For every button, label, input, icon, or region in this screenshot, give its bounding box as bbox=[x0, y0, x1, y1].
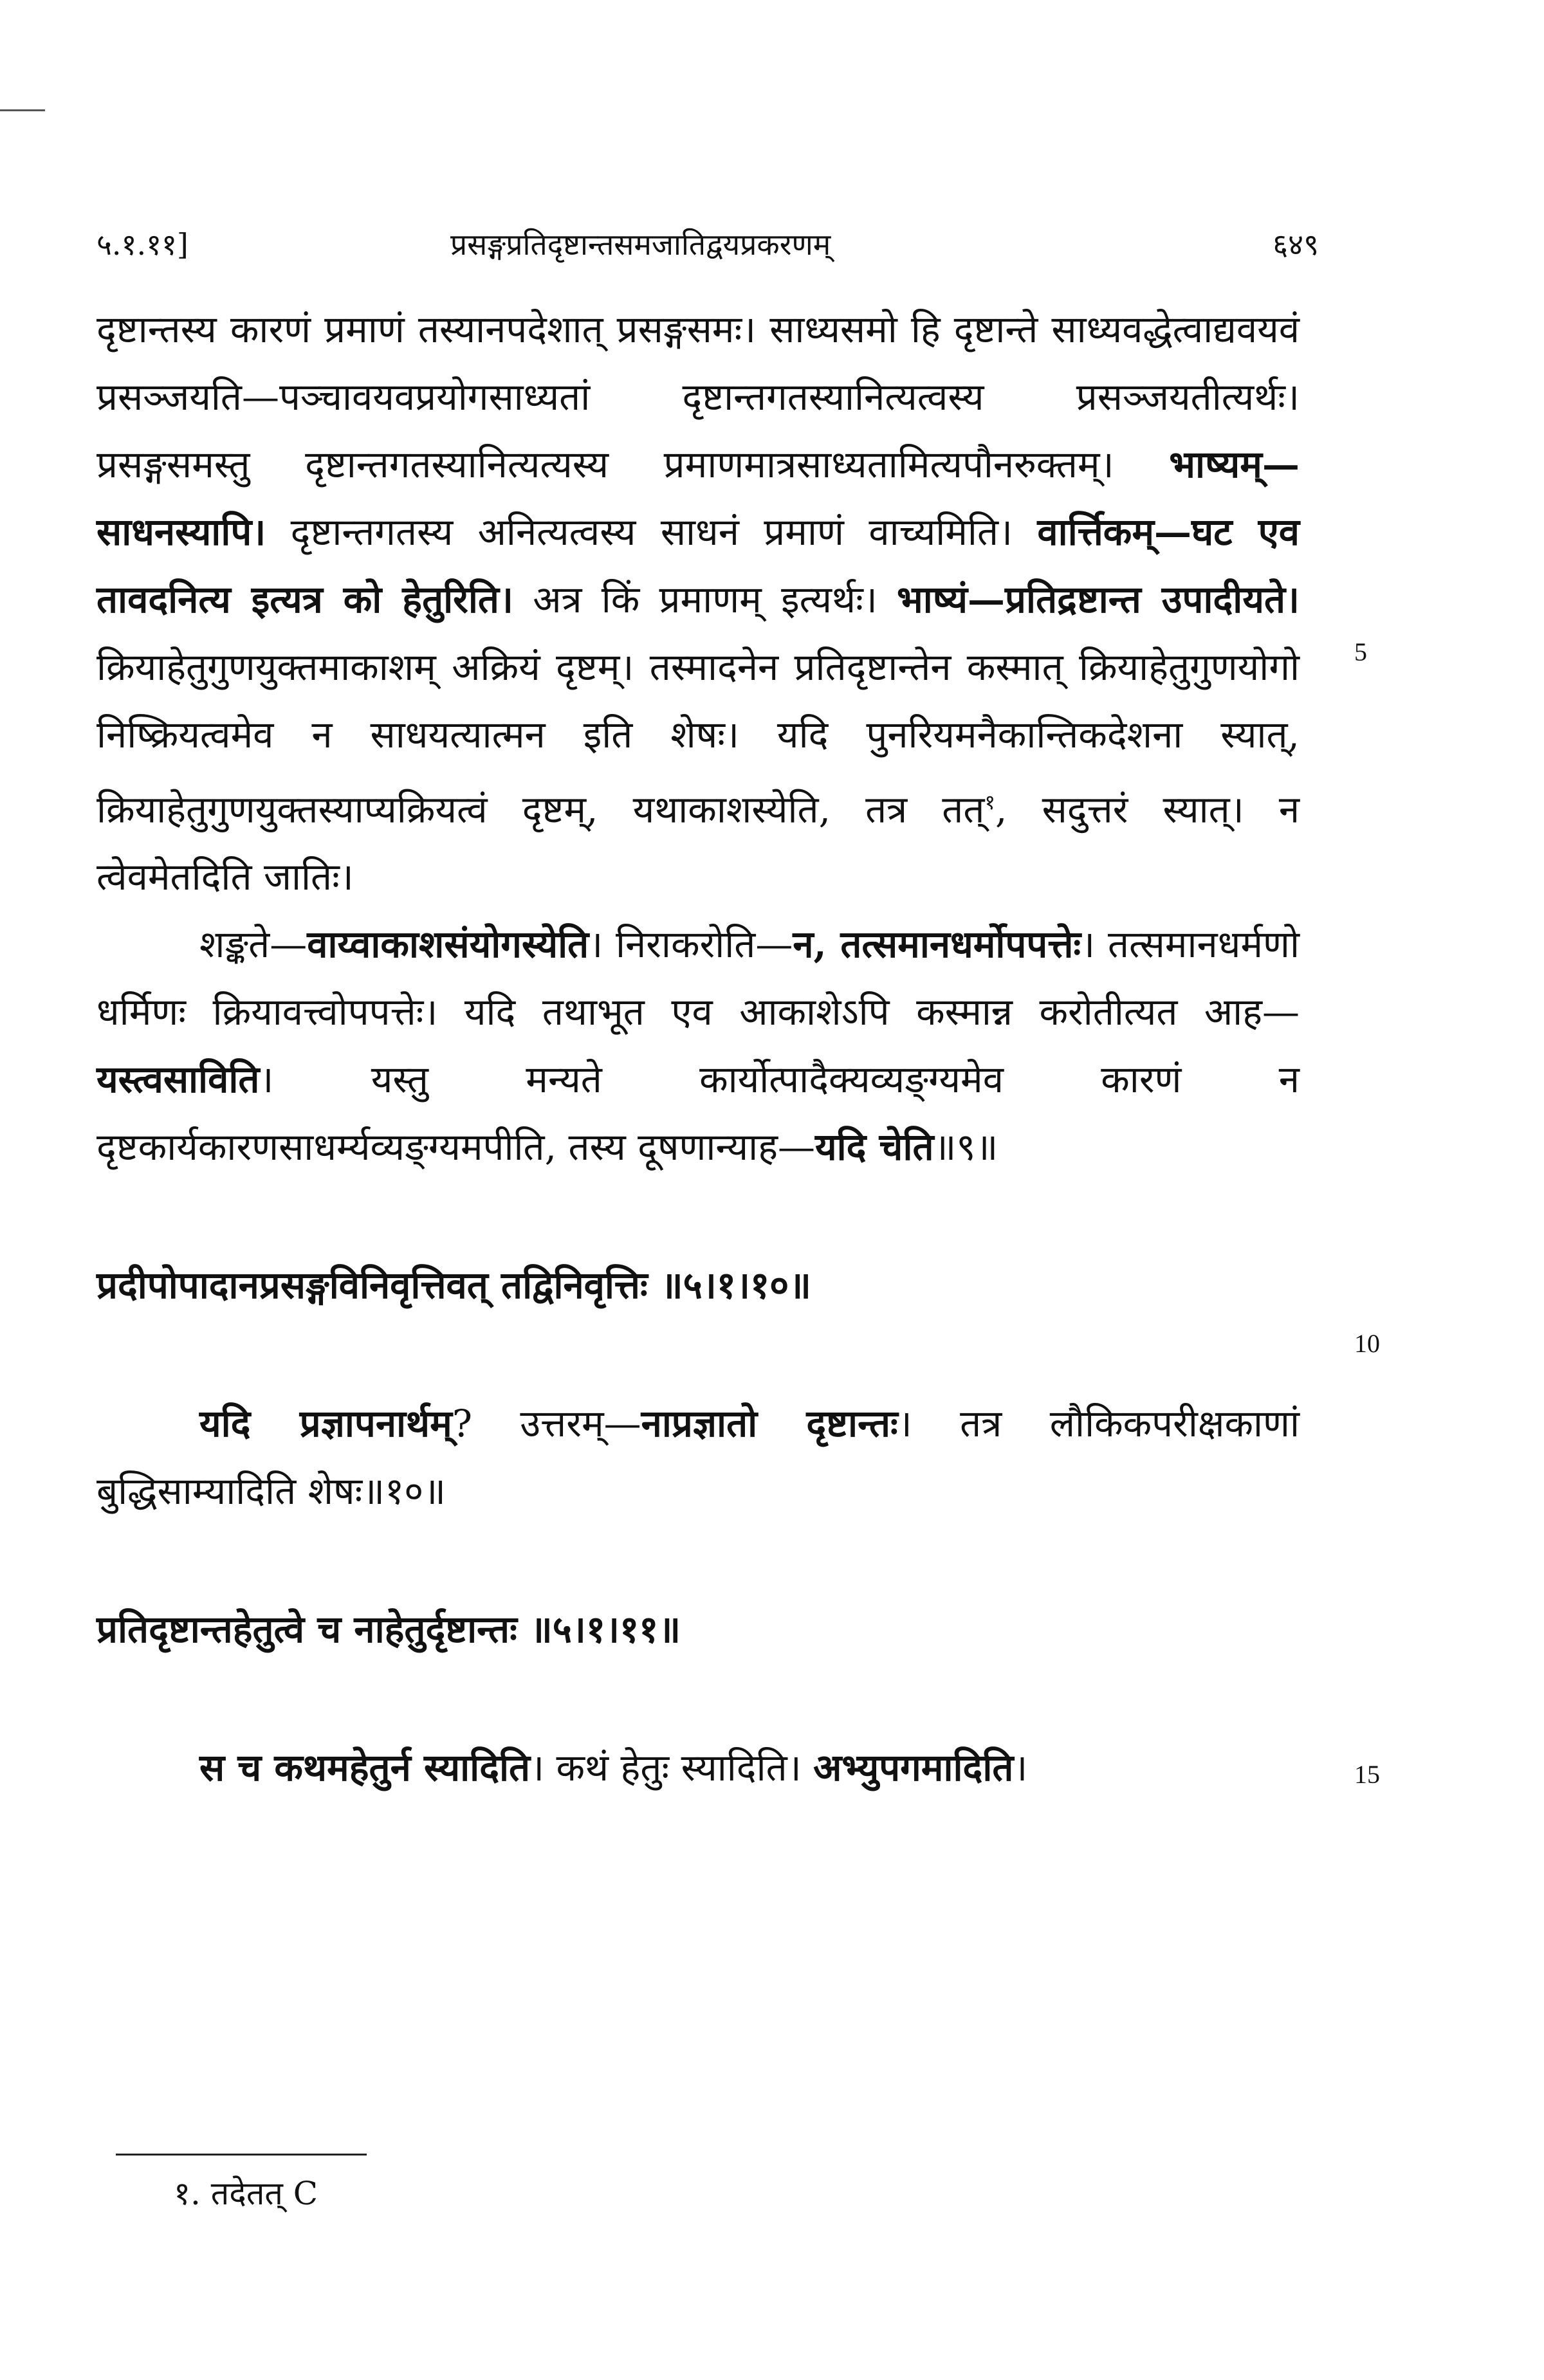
footnote-rule bbox=[116, 2154, 367, 2156]
sutra-5-1-11: प्रतिदृष्टान्तहेतुत्वे च नाहेतुर्दृष्टान्तः ॥५।१।११॥ bbox=[96, 1607, 681, 1652]
sutra-5-1-10: प्रदीपोपादानप्रसङ्गविनिवृत्तिवत् तद्विनिवृत्तिः ॥५।१।१०॥ bbox=[96, 1263, 812, 1308]
line-number-15: 15 bbox=[1354, 1760, 1380, 1789]
commentary-body bbox=[96, 296, 1300, 1802]
paragraph-4: स च कथमहेतुर्न स्यादिति। कथं हेतुः स्यादिति। अभ्युपगमादिति। bbox=[199, 1746, 1028, 1790]
paragraph-1: दृष्टान्तस्य कारणं प्रमाणं तस्यानपदेशात् प्रसङ्गसमः। साध्यसमो हि दृष्टान्ते साध्यवद्धेत्वाद्यवयवं प्रसञ्जयति—पञ्चावयवप्रयोगसाध्यतां दृष्टान्तगतस्यानित्यत्वस्य प्रसञ्जयतीत्यर्थः। प्रसङ्गसमस्तु दृष्टान्तगतस्यानित्यत्यस्य प्रमाणमात्रसाध्यतामित्यपौनरुक्तम्। भाष्यम्—साधनस्यापि। दृष्टान्तगतस्य अनित्यत्वस्य साधनं प्रमाणं वाच्यमिति। वार्त्तिकम्—घट एव तावदनित्य इत्यत्र को हेतुरिति। अत्र किं प्रमाणम् इत्यर्थः। भाष्यं—प्रतिद्रष्टान्त उपादीयते। क्रियाहेतुगुणयुक्तमाकाशम् अक्रियं दृष्टम्। तस्मादनेन प्रतिदृष्टान्तेन कस्मात् क्रियाहेतुगुणयोगो निष्क्रियत्वमेव न साधयत्यात्मन इति शेषः। यदि पुनरियमनैकान्तिकदेशना स्यात्, क्रियाहेतुगुणयुक्तस्याप्यक्रियत्वं दृष्टम्, यथाकाशस्येति, तत्र तत्$^१$, सदुत्तरं स्यात्। न त्वेवमेतदिति जातिः। bbox=[96, 307, 1300, 899]
page-number: ६४९ bbox=[1273, 227, 1319, 262]
varttika-quote: वार्त्तिकम्—घट एव तावदनित्य इत्यत्र को हेतुरिति। bbox=[96, 510, 1300, 621]
section-number: ५.१.११] bbox=[96, 227, 188, 262]
bhashya-quote-2: भाष्यं—प्रतिद्रष्टान्त उपादीयते। bbox=[897, 578, 1300, 621]
page-edge-mark bbox=[0, 109, 45, 111]
chapter-title: प्रसङ्गप्रतिदृष्टान्तसमजातिद्वयप्रकरणम् bbox=[450, 227, 831, 262]
paragraph-2: शङ्कते—वाय्वाकाशसंयोगस्येति। निराकरोति—न, तत्समानधर्मोपपत्तेः। तत्समानधर्मणो धर्मिणः क्रियावत्त्वोपपत्तेः। यदि तथाभूत एव आकाशेऽपि कस्मान्न करोतीत्यत आह—यस्त्वसाविति। यस्तु मन्यते कार्योत्पादैक्यव्यङ्ग्यमेव कारणं न दृष्टकार्यकारणसाधर्म्यव्यङ्ग्यमपीति, तस्य दूषणान्याह—यदि चेति॥९॥ bbox=[96, 922, 1300, 1169]
bhashya-quote: भाष्यम्—साधनस्यापि। bbox=[96, 443, 1300, 554]
footnote-marker: १ bbox=[984, 790, 996, 814]
line-number-10: 10 bbox=[1354, 1329, 1380, 1358]
footnote: १. तदेतत् C bbox=[174, 2175, 318, 2212]
paragraph-3: यदि प्रज्ञापनार्थम्? उत्तरम्—नाप्रज्ञातो दृष्टान्तः। तत्र लौकिकपरीक्षकाणां बुद्धिसाम्यादिति शेषः॥१०॥ bbox=[96, 1402, 1300, 1514]
line-number-5: 5 bbox=[1354, 637, 1367, 666]
running-head bbox=[96, 219, 1319, 277]
